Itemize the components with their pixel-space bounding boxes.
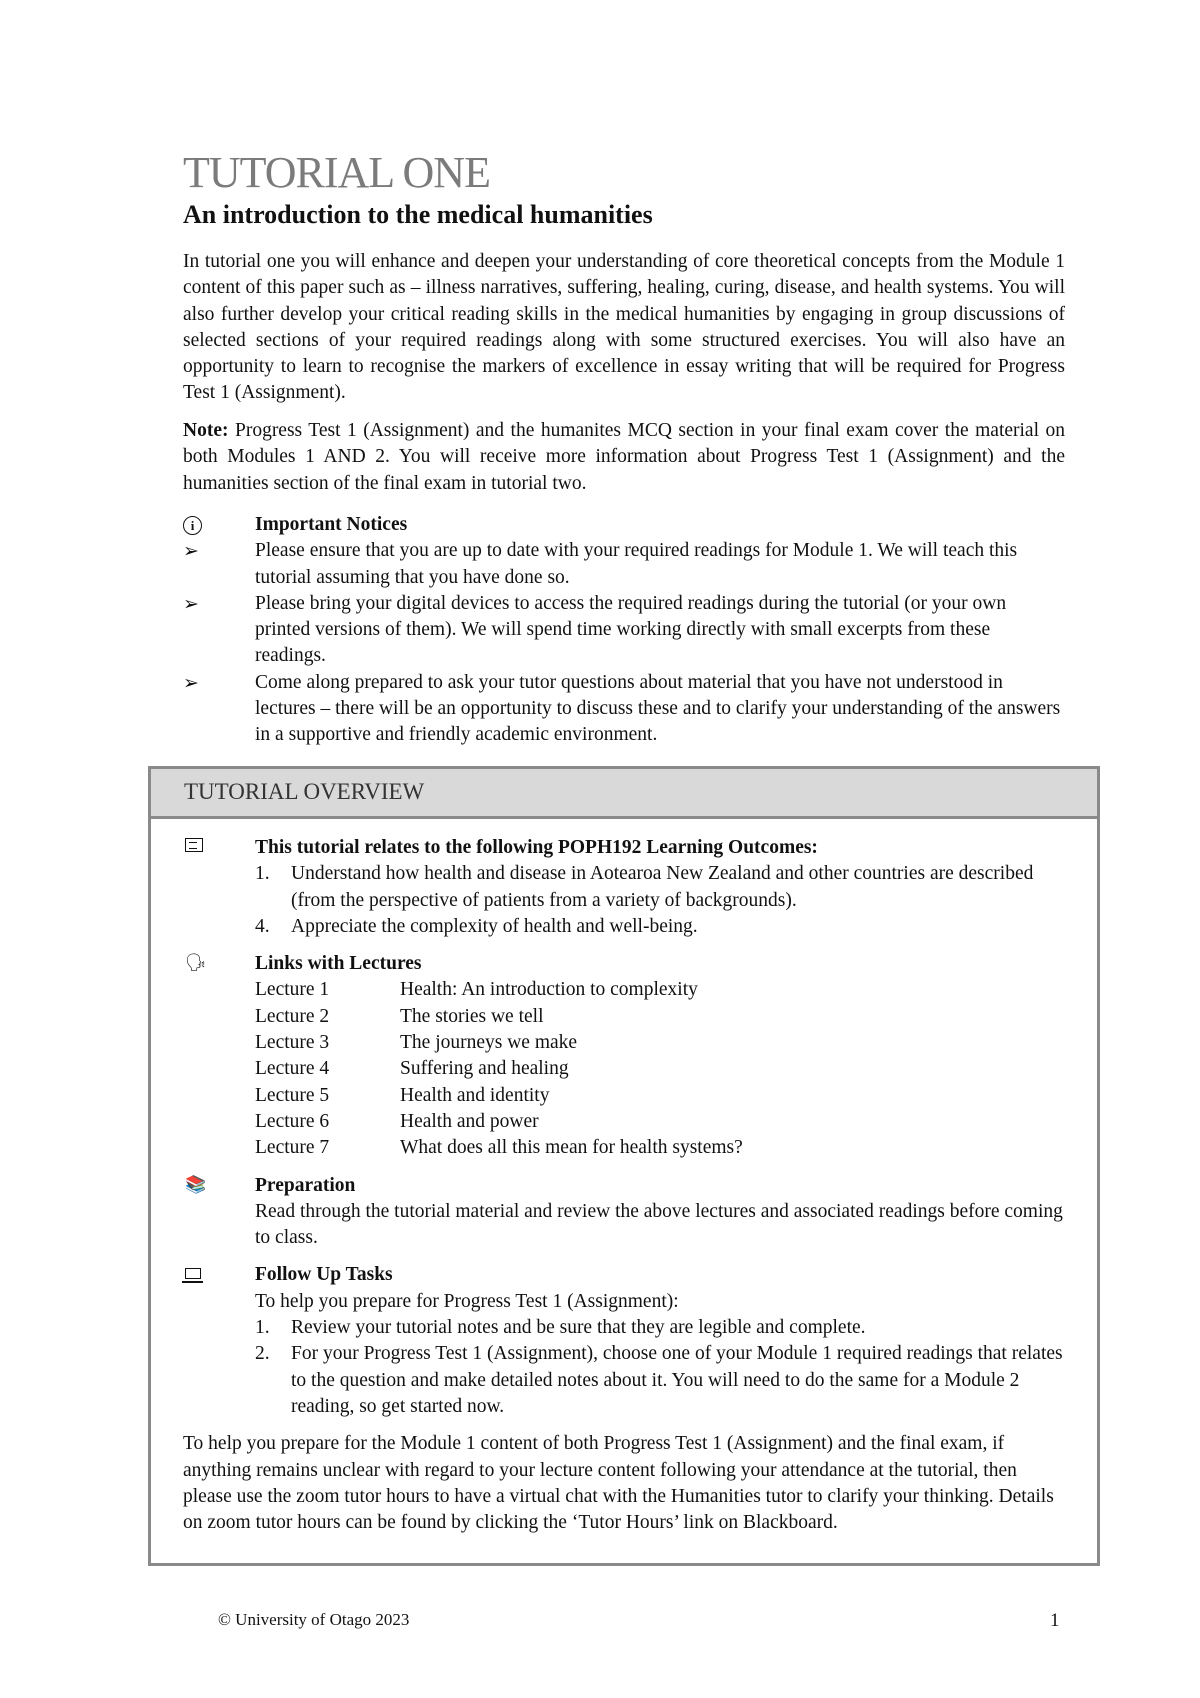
lecture-label: Lecture 2 (255, 1005, 330, 1027)
page-title: TUTORIAL ONE (183, 148, 490, 197)
footer-copyright: © University of Otago 2023 (218, 1610, 410, 1629)
tutorial-overview-box (148, 766, 1100, 1566)
lecture-title: Suffering and healing (400, 1058, 569, 1080)
arrow-bullet-icon: ➢ (183, 540, 199, 563)
lecture-label: Lecture 7 (255, 1137, 330, 1159)
list-item (255, 861, 1065, 914)
note-text: Progress Test 1 (Assignment) and the humanites MCQ section in your final exam cover the material on both Modules 1 AND 2. You will receive more information about Progress Test 1 (Assignment) and the humanities section of the final exam in tutorial two. (183, 420, 1065, 494)
preparation-section (183, 1173, 1065, 1252)
list-item (255, 914, 1065, 940)
notice-item (183, 670, 1065, 749)
lecture-title: Health: An introduction to complexity (400, 979, 698, 1001)
lecture-title: The stories we tell (400, 1005, 544, 1027)
arrow-bullet-icon: ➢ (183, 592, 199, 615)
overview-header (151, 769, 1097, 819)
lecture-row (255, 1135, 1065, 1161)
preparation-heading: Preparation (255, 1174, 356, 1196)
notices-header-row (183, 512, 1065, 538)
followup-section (183, 1262, 1065, 1420)
learning-outcomes-section (183, 835, 1065, 940)
intro-paragraph: In tutorial one you will enhance and deepen your understanding of core theoretical concepts from the Module 1 content of this paper such as – illness narratives, suffering, healing, curing, disease, and health systems. You will also further develop your critical reading skills in the medical humanities by engaging in group discussions of selected sections of your required readings along with some structured exercises. You will also have an opportunity to learn to recognise the markers of excellence in essay writing that will be required for Progress Test 1 (Assignment). (183, 251, 1065, 404)
notice-item (183, 591, 1065, 670)
closing-paragraph: To help you prepare for the Module 1 content of both Progress Test 1 (Assignment) and the final exam, if anything remains unclear with regard to your lecture content following your attendance at the tutorial, then please use the zoom tutor hours to have a virtual chat with the Humanities tutor to clarify your thinking. Details on zoom tutor hours can be found by clicking the ‘Tutor Hours’ link on Blackboard. (183, 1433, 1054, 1534)
lecture-label: Lecture 3 (255, 1032, 330, 1054)
info-icon: i (183, 512, 211, 538)
notice-text: Please bring your digital devices to access the required readings during the tutorial (or your own printed versions of them). We will spend time working directly with small excerpts from these readings. (255, 592, 1007, 667)
page-number: 1 (1050, 1610, 1060, 1631)
notices-heading: Important Notices (255, 514, 408, 535)
followup-intro: To help you prepare for Progress Test 1 (Assignment): (255, 1290, 679, 1312)
lectures-heading: Links with Lectures (255, 953, 422, 975)
lecture-label: Lecture 4 (255, 1058, 330, 1080)
lecture-title: Health and identity (400, 1084, 550, 1106)
page-subtitle: An introduction to the medical humanities (183, 200, 653, 229)
lecture-row (255, 977, 1065, 1003)
outcomes-list (255, 861, 1065, 940)
notice-item (183, 538, 1065, 591)
lecture-row (255, 1056, 1065, 1082)
preparation-text: Read through the tutorial material and review the above lectures and associated readings before coming to class. (255, 1200, 1063, 1249)
notice-text: Please ensure that you are up to date with your required readings for Module 1. We will teach this tutorial assuming that you have done so. (255, 540, 1018, 588)
item-text: For your Progress Test 1 (Assignment), choose one of your Module 1 required readings that relates to the question and make detailed notes about it. You will need to do the same for a Module 2 reading, so get started now. (291, 1343, 1063, 1417)
item-number: 1. (255, 1317, 270, 1339)
item-number: 2. (255, 1343, 270, 1365)
laptop-icon (185, 1264, 207, 1284)
lecture-row (255, 1109, 1065, 1135)
list-item (255, 1341, 1065, 1420)
lecture-title: Health and power (400, 1110, 539, 1132)
followup-heading: Follow Up Tasks (255, 1264, 393, 1286)
overview-title: TUTORIAL OVERVIEW (184, 779, 425, 804)
important-notices (183, 512, 1065, 749)
arrow-bullet-icon: ➢ (183, 671, 199, 694)
lecture-row (255, 1004, 1065, 1030)
note-paragraph (183, 418, 1065, 497)
item-number: 1. (255, 863, 270, 885)
item-number: 4. (255, 915, 270, 937)
lecture-row (255, 1030, 1065, 1056)
outcomes-heading: This tutorial relates to the following POPH192 Learning Outcomes: (255, 837, 818, 858)
item-text: Understand how health and disease in Aotearoa New Zealand and other countries are described (from the perspective of patients from a variety of backgrounds). (291, 863, 1034, 911)
speaking-head-icon: 🗣 (185, 953, 207, 974)
outcomes-icon (185, 837, 207, 857)
lecture-label: Lecture 6 (255, 1110, 330, 1132)
lecture-label: Lecture 1 (255, 979, 330, 1001)
overview-body (183, 835, 1065, 1536)
lecture-title: What does all this mean for health systems? (400, 1137, 743, 1159)
books-icon: 📚 (185, 1174, 207, 1195)
lecture-title: The journeys we make (400, 1032, 578, 1054)
lectures-section (183, 951, 1065, 1161)
notice-text: Come along prepared to ask your tutor questions about material that you have not understood in lectures – there will be an opportunity to discuss these and to clarify your understanding of the answers in a supportive and friendly academic environment. (255, 671, 1061, 746)
lecture-row (255, 1083, 1065, 1109)
item-text: Appreciate the complexity of health and well-being. (291, 915, 698, 937)
note-label: Note: (183, 420, 229, 441)
followup-list (255, 1315, 1065, 1420)
item-text: Review your tutorial notes and be sure that they are legible and complete. (291, 1317, 866, 1339)
lecture-label: Lecture 5 (255, 1084, 330, 1106)
list-item (255, 1315, 1065, 1341)
